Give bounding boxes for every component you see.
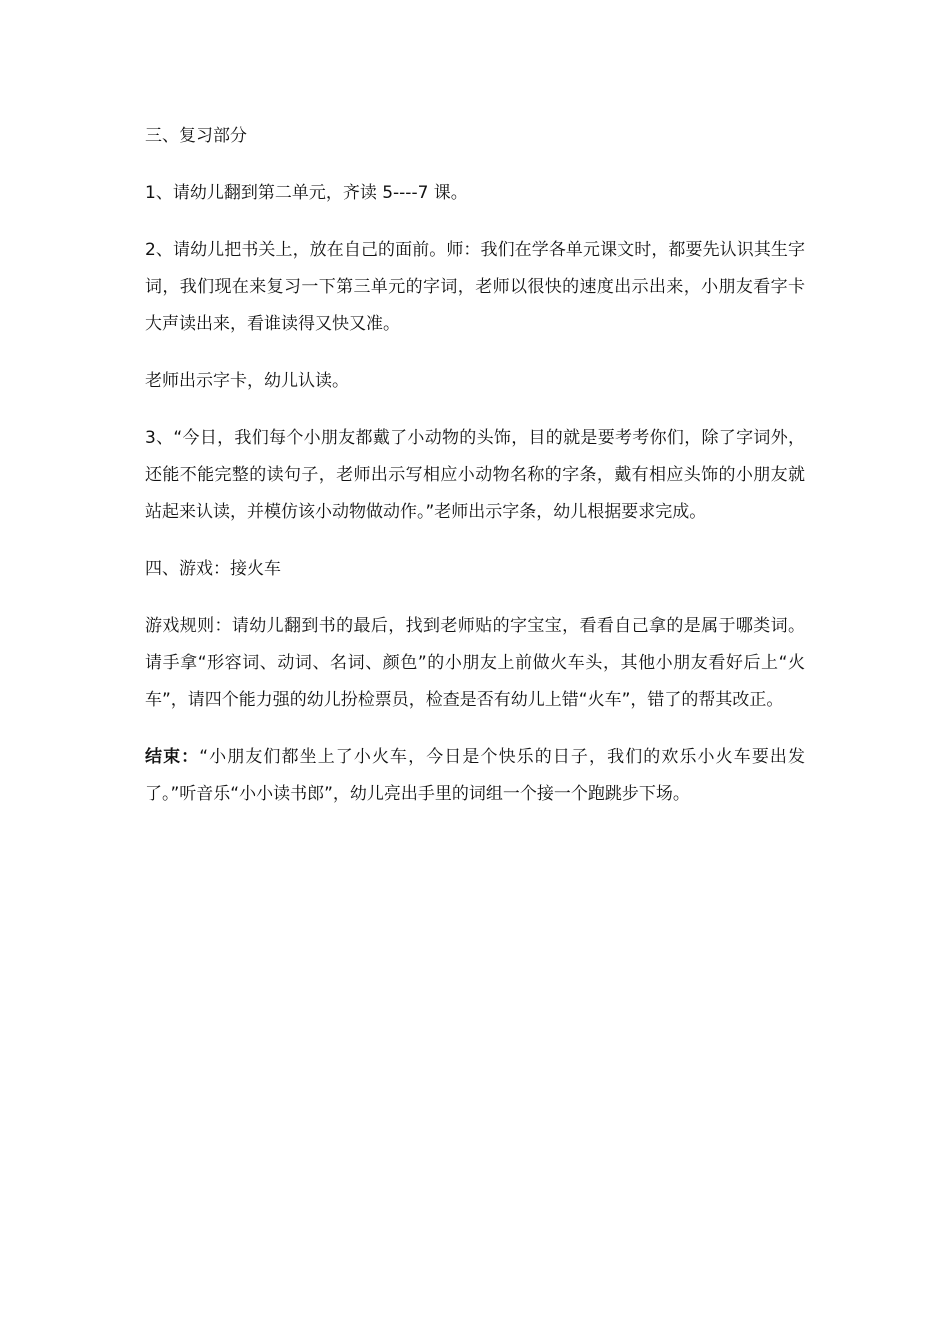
review-item-3: 3、“今日，我们每个小朋友都戴了小动物的头饰，目的就是要考考你们，除了字词外，还能不能完整的读句子，老师出示写相应小动物名称的字条，戴有相应头饰的小朋友就站起来认读，并模仿该小动物做动作。”老师出示字条，幼儿根据要求完成。 <box>145 428 805 522</box>
ending-paragraph <box>145 739 805 813</box>
ending-text: “小朋友们都坐上了小火车，今日是个快乐的日子，我们的欢乐小火车要出发了。”听音乐“小小读书郎”，幼儿亮出手里的词组一个接一个跑跳步下场。 <box>145 747 805 804</box>
document-page <box>145 118 805 833</box>
review-item-1: 1、请幼儿翻到第二单元，齐读 5----7 课。 <box>145 183 468 203</box>
ending-label: 结束： <box>145 747 200 767</box>
section-heading-review: 三、复习部分 <box>145 126 247 146</box>
game-rules: 游戏规则：请幼儿翻到书的最后，找到老师贴的字宝宝，看看自己拿的是属于哪类词。请手拿“形容词、动词、名词、颜色”的小朋友上前做火车头，其他小朋友看好后上“火车”，请四个能力强的幼儿扮检票员，检查是否有幼儿上错“火车”，错了的帮其改正。 <box>145 616 805 710</box>
section-heading-game: 四、游戏：接火车 <box>145 559 281 579</box>
review-item-2-followup: 老师出示字卡，幼儿认读。 <box>145 371 349 391</box>
review-item-2: 2、请幼儿把书关上，放在自己的面前。师：我们在学各单元课文时，都要先认识其生字词，我们现在来复习一下第三单元的字词，老师以很快的速度出示出来，小朋友看字卡大声读出来，看谁读得又快又准。 <box>145 240 805 334</box>
